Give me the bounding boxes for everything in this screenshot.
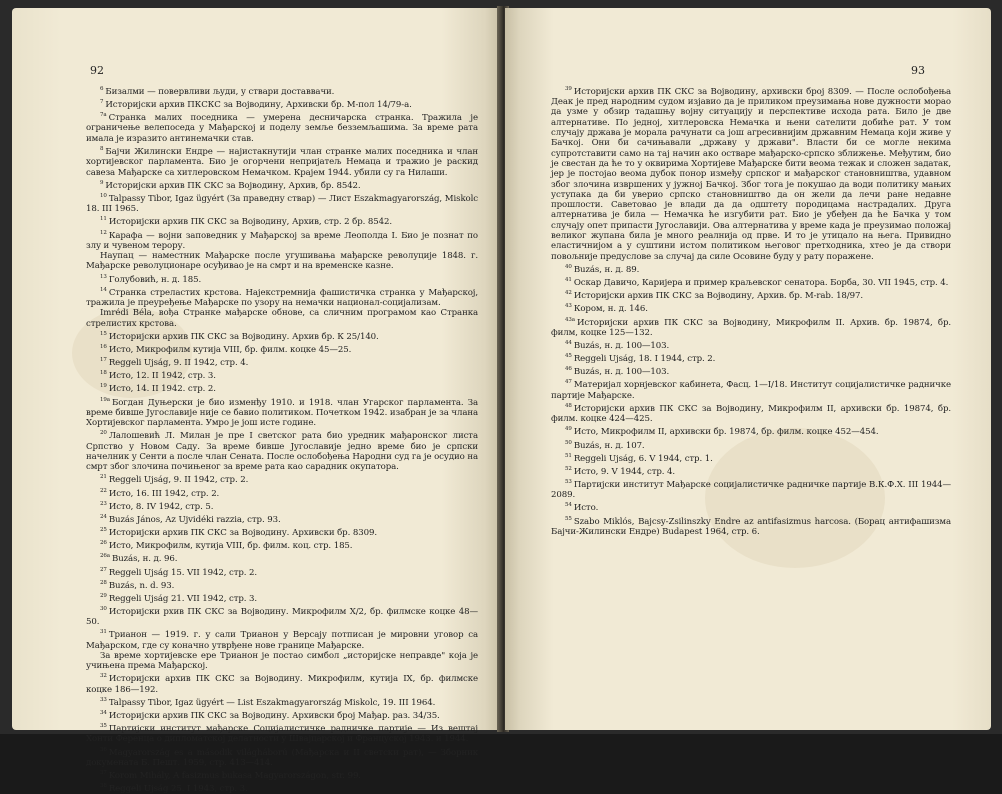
footnote (551, 351, 951, 364)
footnote (86, 144, 478, 178)
footnote-number: 14 (100, 286, 107, 293)
footnote (86, 191, 478, 214)
page-number: 93 (911, 64, 925, 77)
footnote-text: Историјски рхив ПК СКС за Војводину. Микрофилм X/2, бр. филмске коцке 48—50. (86, 606, 478, 628)
footnote-text: Исто, 8. IV 1942, стр. 5. (108, 501, 214, 512)
footnote-text: Buzás, н. д. 100—103. (573, 340, 670, 351)
footnote (551, 424, 951, 437)
footnote (551, 84, 951, 262)
footnote-text: Лалошевић Л. Милан је пре I светског рата био уредник мађаронског листа Српство у Новом Саду. За време бивше Југославије једно време био је српски начелник у Сенти а после члан Сената. После ослобођења Народни суд га је осудио на смрт због злочина почињеног за време рата као сарадник окупатора. (86, 431, 478, 473)
footnote-number: 20 (100, 430, 107, 437)
footnote (86, 428, 478, 472)
footnote-text: Buzás János, Az Ujvidéki razzia, стр. 93. (108, 514, 281, 525)
footnote-text: Материјал хорнјевског кабинета, Фасц. 1—I/18. Институт социјалистичке радничке партије Мађарске. (551, 380, 951, 401)
footnote (86, 565, 478, 578)
footnote (551, 288, 951, 301)
footnote-text: Странка стреластих крстова. Најекстремнија фашистичка странка у Мађарској, тражила је преуређење Мађарске по узору на немачки национал-социјализам. (86, 287, 478, 308)
footnote-number: 51 (565, 452, 572, 459)
footnotes (86, 84, 478, 794)
footnote-text: Исто, Микрофилм, кутија VIII, бр. филм. коц. стр. 185. (108, 541, 353, 552)
footnote (86, 591, 478, 604)
footnote-text: Исто. (573, 503, 599, 514)
page-number: 92 (90, 64, 104, 77)
footnote (551, 500, 951, 513)
footnote-number: 15 (100, 330, 107, 337)
footnotes (551, 84, 951, 537)
footnote (86, 671, 478, 694)
footnote (551, 364, 951, 377)
footnote (86, 708, 478, 721)
footnote (86, 272, 478, 285)
footnote (86, 178, 478, 191)
footnote-number: 45 (565, 353, 572, 360)
footnote-text: Карафа — војни заповедник у Мађарској за време Леополда I. Био је познат по злу и чувеном терору. (86, 230, 478, 251)
footnote (551, 275, 951, 288)
footnote-number: 17 (100, 357, 107, 364)
footnote-number: 36 (100, 746, 107, 753)
footnote-text: Наупац — наместник Мађарске после угушивања мађарске револуције 1848. г. Мађарске револуционаре осуђивао је на смрт и на временске казне. (86, 251, 478, 272)
footnote-number: 35 (100, 723, 107, 730)
footnote-text: Партијски институт Мађарске социјалистичке радничке партије В.К.Ф.Х. III 1944—2089. (551, 479, 951, 501)
footnote-text: Историјски архив ПК СКС за Војводину. Архивски број Мађар. раз. 34/35. (108, 710, 440, 721)
footnote (86, 627, 478, 650)
footnote (86, 486, 478, 499)
footnote-number: 9 (100, 179, 104, 186)
footnote-text: Reggeli Ujság, 9. II 1942, стр. 4. (108, 358, 249, 368)
footnote-number: 52 (565, 465, 572, 472)
footnote-number: 7a (100, 112, 107, 119)
footnote (551, 514, 951, 537)
footnote (86, 551, 478, 564)
footnote (551, 438, 951, 451)
footnote-text: Исто, 9. V 1944, стр. 4. (573, 466, 676, 477)
footnote-text: Историјски архив ПК СКС за Војводину, Архив, стр. 2 бр. 8542. (108, 217, 392, 228)
footnote-text: Историјски архив ПК СКС за Војводину. Микрофилм, кутија IX, бр. филмске коцке 186—192. (86, 674, 478, 695)
footnote-number: 31 (100, 629, 107, 636)
footnote-number: 55 (565, 515, 572, 522)
footnote (86, 745, 478, 768)
footnote-text: Buzás, н. д. 107. (573, 440, 645, 451)
footnote-text: Историјски архив ПК СКС за Војводину, Микрофилм II, архивски бр. 19874, бр. филм. коцке 424—425. (551, 403, 951, 425)
footnote (86, 721, 478, 744)
footnote-text: За време хортијевске ере Трианон је постао симбол „историјске неправде" која је учињена према Мађарској. (86, 650, 478, 672)
footnote-text: Историјски архив ПК СКС за Војводину, Архив. бр. М-rab. 18/97. (573, 291, 863, 302)
footnote-text: Buzás, н. д. 100—103. (573, 367, 670, 378)
footnote-number: 42 (565, 290, 572, 297)
footnote (86, 472, 478, 485)
footnote-number: 19a (100, 396, 110, 403)
footnote-text: Korom Mihály, A fasizmus bukasa Magyarországon, str. 99. (108, 771, 361, 781)
footnote (86, 499, 478, 512)
footnote (551, 477, 951, 500)
footnote-number: 47 (565, 379, 572, 386)
footnote-text: Reggeli Ujság, 18. I 1944, стр. 2. (573, 354, 716, 364)
footnote-text: Исто, 14. II 1942. стр. 2. (108, 384, 216, 395)
footnote-text: Magyarország es a második világháború (Мађарска и II светски рат), — Зборник докумената Б. Пешт. 1959, стр. 413—414. (86, 747, 478, 768)
footnote (86, 381, 478, 394)
footnote-text: Szabo Miklós, Bajcsy-Zsilinszky Endre az antifasizmus harcosa. (Борац антифашизма Бајчи-Жилински Ендре) Budapest 1964, стр. 6. (551, 516, 951, 537)
footnote-text: Reggeli Ujság 21. VII 1942, стр. 3. (108, 593, 258, 604)
footnote-number: 39 (565, 86, 572, 92)
footnote-number: 8 (100, 146, 104, 153)
footnote-text: Историјски архив ПК СКС за Војводину. Архив бр. К 25/140. (108, 331, 379, 342)
footnote (551, 451, 951, 464)
footnote (86, 84, 478, 97)
footnote-text: Историјски архив ПК СКС за Војводину, Микрофилм II. Архив. бр. 19874, бр. филм, коцке 125—132. (551, 317, 951, 338)
footnote (86, 329, 478, 342)
footnote-text: Странка малих поседника — умерена десничарска странка. Тражила је ограничење велепоседа у Мађарској и поделу земље безземљашима. За време рата имала је изразито антинемачки став. (86, 113, 478, 144)
footnote (86, 308, 478, 329)
footnote-number: 30 (100, 605, 107, 612)
footnote (86, 512, 478, 525)
footnote-number: 27 (100, 566, 107, 573)
footnote-number: 53 (565, 478, 572, 485)
footnote (86, 110, 478, 144)
footnote-text: Бајчи Жилински Ендре — најистакнутији члан странке малих поседника и члан хортијевског парламента. Био је огорчени непријатељ Немаца и тражио је раскид савеза Мађарске са хитлеровском Немачком. Крајем 1944. убили су га Нилаши. (86, 146, 478, 178)
footnote (551, 315, 951, 338)
footnote-text: Reggeli Ujság, 9. II 1942, стр. 2. (108, 475, 249, 486)
footnote (86, 604, 478, 627)
footnote-number: 24 (100, 513, 107, 520)
footnote (86, 695, 478, 708)
footnote-number: 44 (565, 339, 572, 346)
footnote-number: 26 (100, 540, 107, 547)
footnote (551, 377, 951, 400)
footnote (86, 97, 478, 110)
footnote-text: Buzás, n. d. 93. (108, 580, 175, 591)
footnote-number: 32 (100, 673, 107, 680)
footnote-text: Buzás, н. д. 89. (573, 264, 640, 275)
footnote-number: 34 (100, 710, 107, 717)
left-page (12, 8, 500, 794)
footnote-number: 43a (565, 316, 575, 323)
footnote-number: 6 (100, 86, 104, 92)
footnote-number: 28 (100, 579, 107, 586)
footnote-text: Исто, Микрофилм II, архивски бр. 19874, бр. филм. коцке 452—454. (573, 427, 879, 438)
footnote-text: Buzás, н. д. 96. (111, 554, 178, 565)
footnote-text: Историјски архив ПКСКС за Војводину, Архивски бр. М-пол 14/79-а. (105, 100, 412, 111)
footnote-text: Оскар Давичо, Каријера и пример краљевског сенатора. Борба, 30. VII 1945, стр. 4. (573, 277, 949, 288)
footnote-number: 49 (565, 426, 572, 433)
footnote-text: Исто, Микрофилм кутија VIII, бр. филм. коцке 45—25. (108, 344, 352, 355)
right-page (505, 8, 991, 730)
footnote-number: 16 (100, 343, 107, 350)
footnote (86, 228, 478, 251)
footnote-number: 37 (100, 770, 107, 777)
footnote-text: Talpassy Tibor, Igaz ügyért — List Eszakmagyarország Miskolc, 19. III 1964. (108, 697, 436, 708)
footnote-number: 50 (565, 439, 572, 446)
footnote (551, 338, 951, 351)
footnote (86, 214, 478, 227)
footnote-text: Голубовић, н. д. 185. (108, 274, 202, 285)
footnote-number: 41 (565, 277, 572, 284)
footnote-number: 43 (565, 303, 572, 310)
footnote-number: 33 (100, 696, 107, 703)
footnote-number: 23 (100, 500, 107, 507)
footnote-number: 26a (100, 553, 110, 560)
footnote-number: 22 (100, 487, 107, 494)
footnote (86, 578, 478, 591)
footnote (86, 781, 478, 794)
footnote-text: Историјски архив ПК СКС за Војводину, архивски број 8309. — После ослобођења Деак је пред народним судом изјавио да је приликом преузимања нове дужности морао да узме у обзир тадашњу војну ситуацију и перспективе исхода рата. Било је две алтернативе. По једној, хитлеровска Немачка и њени сателити добиће рат. У том случају држава је морала рачунати са још агресивнијим државним Немаца који живе у Бачкој. Они би сачињавали „државу у држави". Власти би се могле некима супротставити само на тај начин ако остваре мађарско-српско зближење. Међутим, био је свестан да ће то у оквирима Хортијеве Мађарске бити веома тежак и сложен задатак, јер је постојао веома дубок понор између српског и мађарског становништва, удавном због злочина извршених у јужној Бачкој. Због тога је покушао да води политику мањих уступака да би уверио српско становништво да он жели да лечи ране недавне прошлости. Саветовао је влади да да одштету породицама настрадалих. Друга алтернатива је била — Немачка ће изгубити рат. Био је убеђен да ће Бачка у том случају опет припасти Југославији. Ова алтернатива у време када је преузимао положај великог жупана била је много реалнија од прве. И то је утицало на њега. Привидно еластичнијом а у суштини истом политиком његовог претходника, хтео је да створи повољније предуслове за случај да силе Осовине буду у рату поражене. (551, 86, 951, 262)
footnote-text: Богдан Дуњерски је био изменђу 1910. и 1918. члан Угарског парламента. За време бивше Југославије није се бавио политиком. Почетком 1942. изабран је за члана Хортијевског парламента. Умро је још исте године. (86, 397, 478, 429)
footnote (86, 285, 478, 308)
footnote (86, 368, 478, 381)
footnote-text: Трианон — 1919. г. у сали Трианон у Версају потписан је мировни уговор са Мађарском, где су коначно утврђене нове границе Мађарске. (86, 630, 478, 651)
footnote-text: Кором, н. д. 146. (573, 304, 648, 315)
footnote-number: 11 (100, 216, 107, 223)
footnote-number: 25 (100, 527, 107, 534)
footnote-number: 46 (565, 366, 572, 373)
footnote-number: 12 (100, 229, 107, 236)
footnote (86, 538, 478, 551)
footnote (86, 651, 478, 672)
footnote (551, 401, 951, 424)
footnote (86, 525, 478, 538)
footnote (86, 342, 478, 355)
footnote-number: 18 (100, 370, 107, 377)
footnote-text: Reggeli Ujság 25. I 1943, стр. 3. (108, 784, 248, 794)
footnote-text: Reggeli Ujság 15. VII 1942, стр. 2. (108, 567, 258, 578)
footnote-number: 13 (100, 273, 107, 280)
footnote-number: 29 (100, 592, 107, 599)
footnote-text: Reggeli Ujság, 6. V 1944, стр. 1. (573, 453, 713, 464)
footnote (551, 301, 951, 314)
footnote-number: 10 (100, 192, 107, 199)
footnote (551, 262, 951, 275)
footnote-text: Историјски архив ПК СКС за Војводину. Архивски бр. 8309. (108, 527, 377, 538)
footnote-text: Imrédi Béla, вођа Странке мађарске обнове, са сличним програмом као Странка стрелистих крстова. (86, 308, 478, 329)
footnote (86, 251, 478, 272)
footnote (86, 395, 478, 429)
footnote-text: Исто, 12. II 1942, стр. 3. (108, 371, 216, 382)
footnote-text: Исто, 16. III 1942, стр. 2. (108, 488, 220, 499)
footnote-text: Бизалми — повервливи људи, у ствари доставвачи. (105, 86, 335, 97)
footnote-number: 21 (100, 474, 107, 481)
footnote-number: 54 (565, 502, 572, 509)
footnote-text: Партијски институт мађарске Социјалистичке радничке партије — Из вештај Хонти Ференца о дипломатској делатности у Швајцарској и Француској 1943. и 1944. (86, 724, 478, 745)
footnote-number: 48 (565, 402, 572, 409)
footnote (86, 355, 478, 368)
footnote-text: Talpassy Tibor, Igaz ügyért (За праведну ствар) — Лист Eszakmagyarország, Miskolc 18. III 1965. (86, 193, 478, 215)
footnote-number: 7 (100, 99, 104, 106)
footnote (551, 464, 951, 477)
footnote-number: 19 (100, 383, 107, 390)
footnote-number: 38 (100, 783, 107, 790)
footnote-number: 40 (565, 263, 572, 270)
footnote-text: Историјски архив ПК СКС за Војводину, Архив, бр. 8542. (105, 180, 361, 191)
footnote (86, 768, 478, 781)
